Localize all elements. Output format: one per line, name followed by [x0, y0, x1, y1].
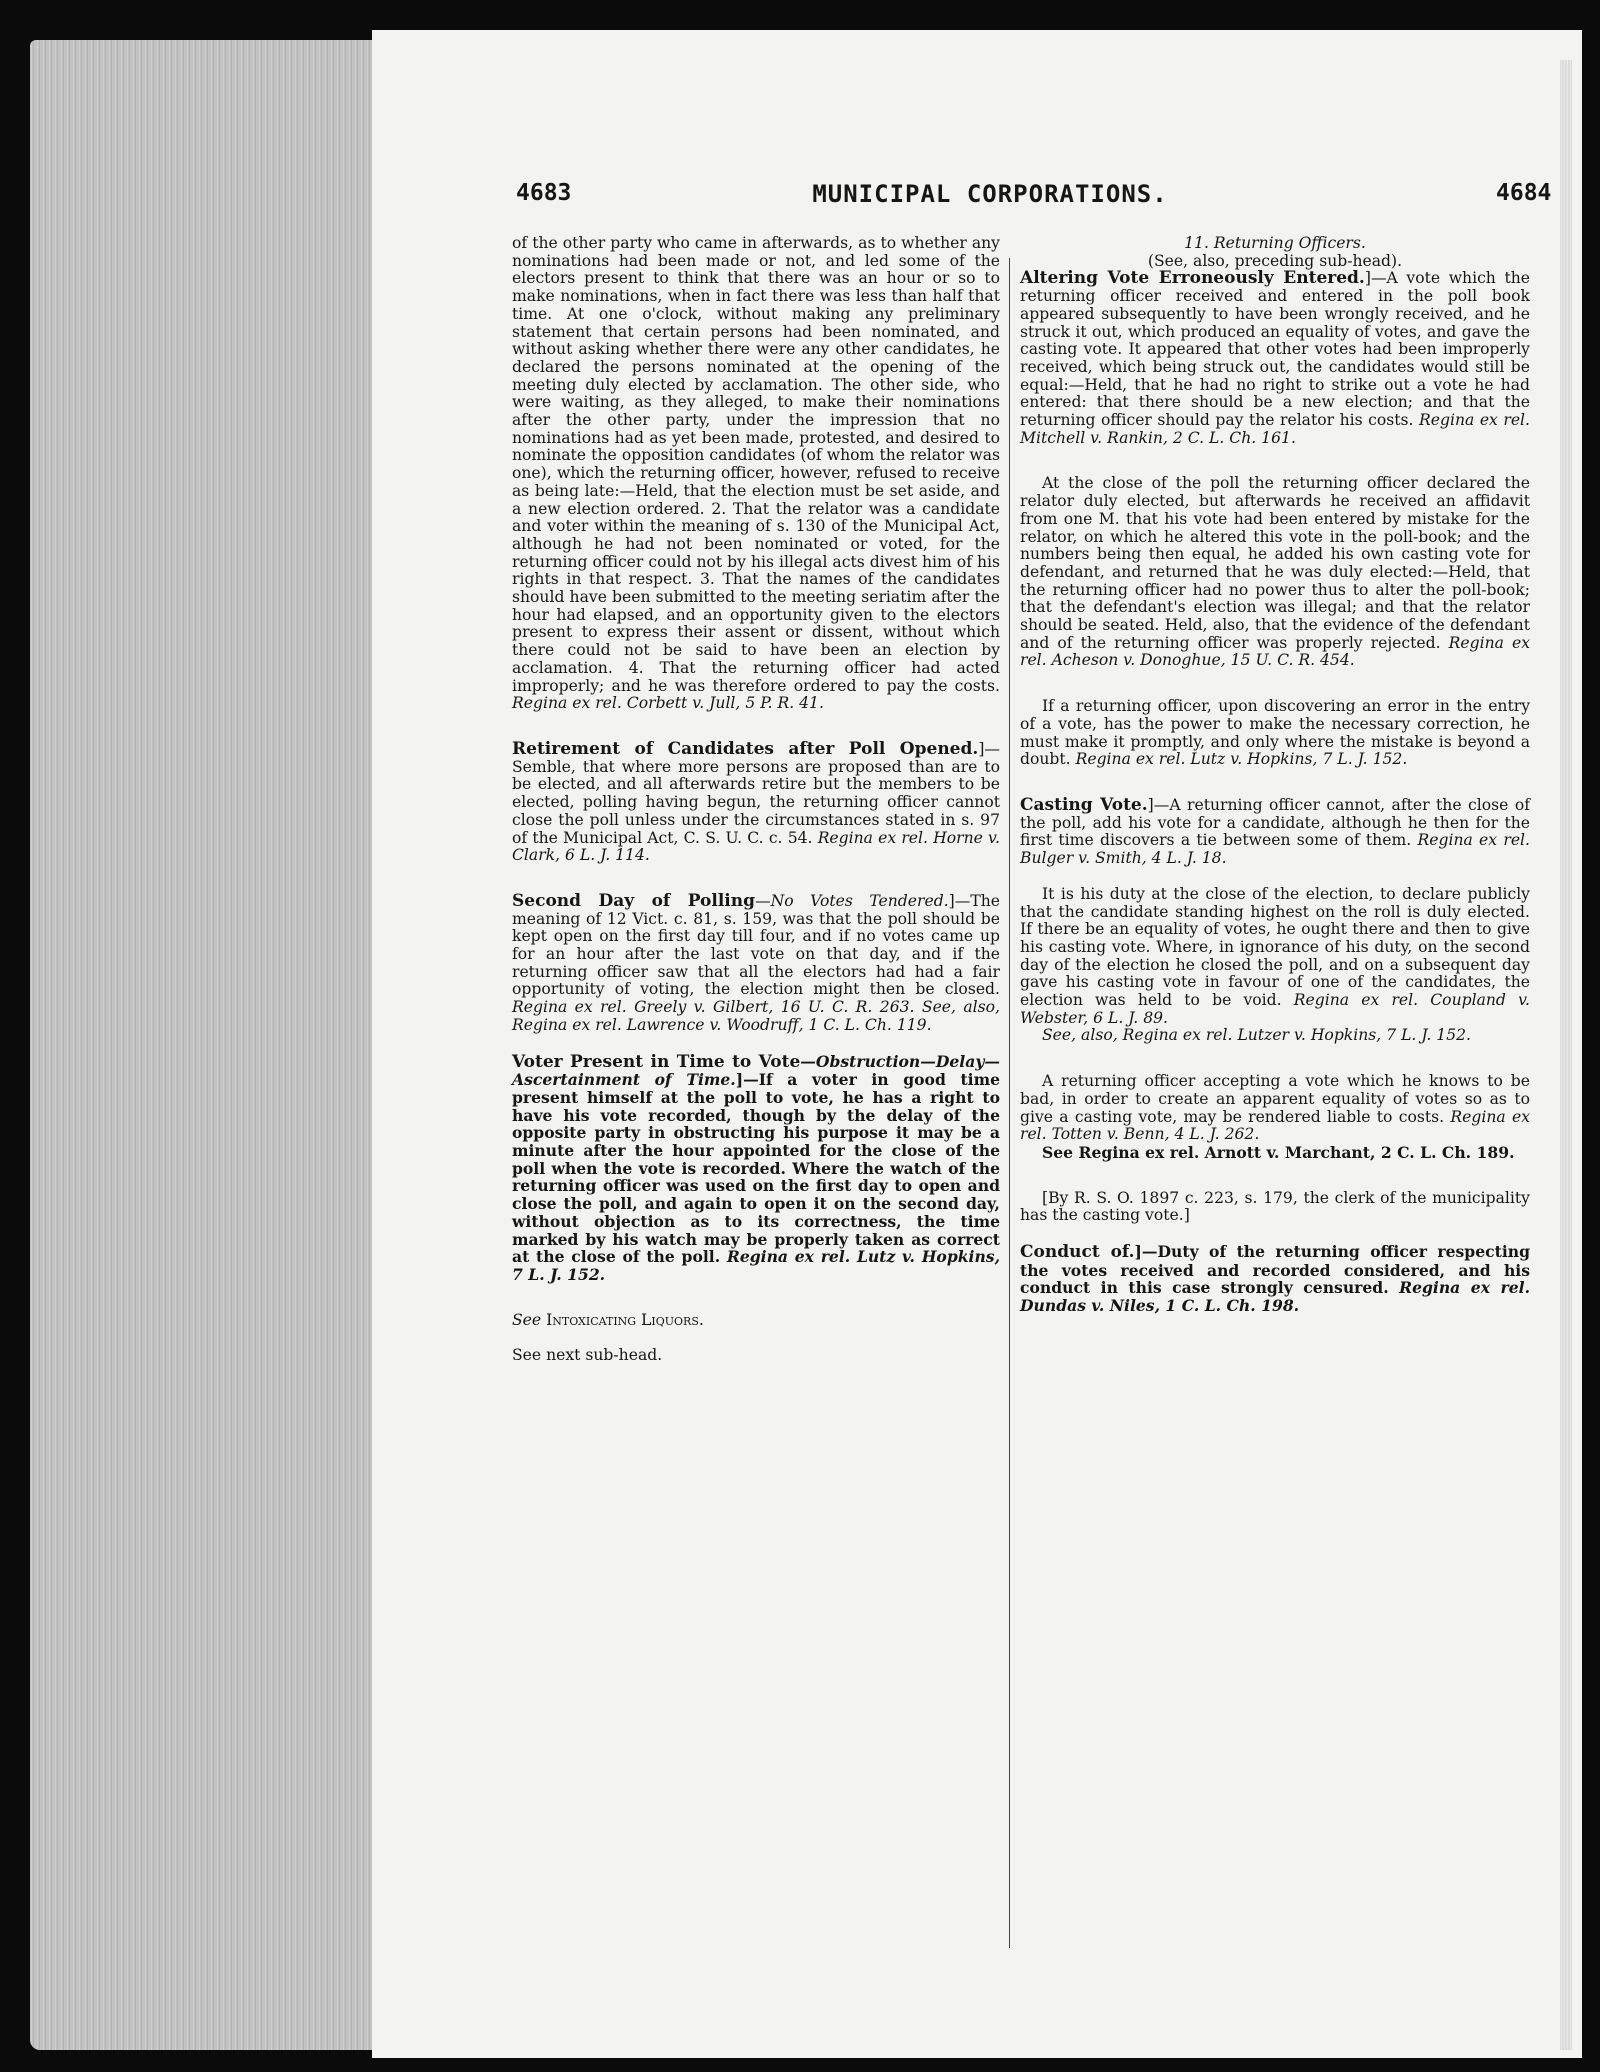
bracketed-note: [By R. S. O. 1897 c. 223, s. 179, the clerk of the municipality has the casting vote.]: [1020, 1188, 1530, 1225]
right-page-number: 4684: [1496, 180, 1552, 206]
cross-reference: See Intoxicating Liquors.: [512, 1310, 704, 1329]
paragraph: See, also, Regina ex rel. Lutzer v. Hopkins, 7 L. J. 152.: [1042, 1026, 1472, 1045]
paragraph: If a returning officer, upon discovering an error in the entry of a vote, has the power to make the necessary correction, he must make it promptly, and only where the mistake is beyond a doubt. Regina ex rel. Lutz v. Hopkins, 7 L. J. 152.: [1020, 697, 1530, 769]
entry-second-day: Second Day of Polling—No Votes Tendered.]—The meaning of 12 Vict. c. 81, s. 159, was that the poll should be kept open on the first day till four, and if no votes came up for an hour after the last vote on that day, and if the returning officer saw that all the electors had had a fair opportunity of voting, the election might then be closed. Regina ex rel. Greely v. Gilbert, 16 U. C. R. 263. See, also, Regina ex rel. Lawrence v. Woodruff, 1 C. L. Ch. 119.: [512, 890, 1000, 1034]
citation: Regina ex rel. Horne v. Clark, 6 L. J. 114.: [512, 828, 1000, 865]
paragraph: At the close of the poll the returning officer declared the relator duly elected, but afterwards he received an affidavit from one M. that his vote had been entered by mistake for the relator, on which he altered this vote in the poll-book; and the numbers being then equal, he added his own casting vote for defendant, and returned that he was duly elected:—Held, that the returning officer had no power thus to alter the poll-book; that the defendant's election was illegal; and that the relator should be seated. Held, also, that the evidence of the defendant and of the returning officer was properly rejected. Regina ex rel. Acheson v. Donoghue, 15 U. C. R. 454.: [1020, 474, 1531, 670]
subsection-heading: 11. Returning Officers.: [1184, 234, 1366, 252]
citation: Regina ex rel. Dundas v. Niles, 1 C. L. Ch. 198.: [1020, 1278, 1530, 1316]
left-page-number: 4683: [516, 180, 572, 206]
left-column: [512, 235, 1000, 1365]
page-header: [372, 180, 1587, 220]
right-column: [1020, 235, 1530, 1315]
entry-heading: Casting Vote.: [1020, 794, 1148, 815]
book-page-edges: [30, 40, 375, 2050]
entry-heading: Second Day of Polling: [512, 890, 755, 911]
page-right-edge: [1560, 60, 1572, 2050]
book-page: [372, 30, 1582, 2058]
citation: Regina ex rel. Corbett v. Jull, 5 P. R. 41.: [512, 694, 824, 713]
paragraph: See Regina ex rel. Arnott v. Marchant, 2 C. L. Ch. 189.: [1042, 1142, 1515, 1162]
column-divider: [1009, 258, 1010, 1948]
citation: Regina ex rel. Acheson v. Donoghue, 15 U. C. R. 454.: [1020, 633, 1531, 670]
entry-heading: Retirement of Candidates after Poll Opened.: [512, 738, 979, 759]
citation: Regina ex rel. Bulger v. Smith, 4 L. J. 18.: [1020, 831, 1530, 868]
entry-heading: Conduct of.: [1020, 1242, 1135, 1263]
subsection-note: (See, also, preceding sub-head).: [1147, 251, 1403, 270]
entry-conduct: Conduct of.]—Duty of the returning officer respecting the votes received and recorded considered, and his conduct in this case strongly censured. Regina ex rel. Dundas v. Niles, 1 C. L. Ch. 198.: [1020, 1242, 1530, 1316]
running-title: MUNICIPAL CORPORATIONS.: [812, 180, 1168, 208]
entry-retirement: Retirement of Candidates after Poll Opened.]—Semble, that where more persons are proposed than are to be elected, and all afterwards retire but the members to be elected, polling having begun, the returning officer cannot close the poll unless under the circumstances stated in s. 97 of the Municipal Act, C. S. U. C. c. 54. Regina ex rel. Horne v. Clark, 6 L. J. 114.: [512, 738, 1000, 865]
entry-heading: Altering Vote Erroneously Entered.: [1020, 268, 1365, 289]
entry-heading: Voter Present in Time to Vote: [512, 1051, 801, 1072]
cross-reference: See next sub-head.: [512, 1346, 663, 1365]
citation: Regina ex rel. Totten v. Benn, 4 L. J. 262.: [1020, 1107, 1530, 1144]
entry-altering-vote: Altering Vote Erroneously Entered.]—A vote which the returning officer received and entered in the poll book appeared subsequently to have been wrongly received, and he struck it out, which produced an equality of votes, and gave the casting vote. It appeared that other votes had been improperly received, which being struck out, the candidates would still be equal:—Held, that he had no right to strike out a vote he had entered: that there should be a new election; and that the returning officer should pay the relator his costs. Regina ex rel. Mitchell v. Rankin, 2 C. L. Ch. 161.: [1020, 268, 1530, 447]
entry-casting-vote: Casting Vote.]—A returning officer cannot, after the close of the poll, add his vote for a candidate, although he then for the first time discovers a tie between some of them. Regina ex rel. Bulger v. Smith, 4 L. J. 18.: [1020, 794, 1530, 868]
citation: Regina ex rel. Mitchell v. Rankin, 2 C. L. Ch. 161.: [1020, 411, 1530, 447]
paragraph: A returning officer accepting a vote which he knows to be bad, in order to create an apparent equality of votes so as to give a casting vote, may be rendered liable to costs. Regina ex rel. Totten v. Benn, 4 L. J. 262.: [1020, 1072, 1530, 1144]
citation: Regina ex rel. Greely v. Gilbert, 16 U. C. R. 263. See, also, Regina ex rel. Lawrence v. Woodruff, 1 C. L. Ch. 119.: [512, 998, 1000, 1034]
citation: Regina ex rel. Coupland v. Webster, 6 L. J. 89.: [1020, 991, 1530, 1027]
entry-voter-present: Voter Present in Time to Vote—Obstruction—Delay—Ascertainment of Time.]—If a voter in good time present himself at the poll to vote, he has a right to have his vote recorded, though by the delay of the opposite party in obstructing his purpose it may be a minute after the hour appointed for the close of the poll when the vote is recorded. Where the watch of the returning officer was used on the first day to open and close the poll, and again to open it on the second day, without objection as to its correctness, the time marked by his watch may be properly taken as correct at the close of the poll. Regina ex rel. Lutz v. Hopkins, 7 L. J. 152.: [512, 1051, 1001, 1284]
paragraph: It is his duty at the close of the election, to declare publicly that the candidate standing highest on the roll is duly elected. If there be an equality of votes, he ought there and then to give his casting vote. Where, in ignorance of his duty, on the second day of the election he closed the poll, and on a subsequent day gave his casting vote in favour of one of the candidates, the election was held to be void. Regina ex rel. Coupland v. Webster, 6 L. J. 89.: [1020, 884, 1530, 1027]
continued-paragraph: of the other party who came in afterwards, as to whether any nominations had been made or not, and led some of the electors present to think that there was an hour or so to make nominations, when in fact there was less than half that time. At one o'clock, without making any preliminary statement that certain persons had been nominated, and without asking whether there were any other candidates, he declared the persons nominated at the opening of the meeting duly elected by acclamation. The other side, who were waiting, as they alleged, to make their nominations after the other party, under the impression that no nominations had as yet been made, protested, and desired to nominate the opposition candidates (of whom the relator was one), which the returning officer, however, refused to receive as being late:—Held, that the election must be set aside, and a new election ordered. 2. That the relator was a candidate and voter within the meaning of s. 130 of the Municipal Act, although he had not been nominated or voted, for the returning officer could not by his illegal acts divest him of his rights in that respect. 3. That the names of the candidates should have been submitted to the meeting seriatim after the hour had elapsed, and an opportunity given to the electors present to express their assent or dissent, without which there could not be said to have been an election by acclamation. 4. That the returning officer had acted improperly; and he was therefore ordered to pay the costs. Regina ex rel. Corbett v. Jull, 5 P. R. 41.: [512, 234, 1000, 713]
citation: Regina ex rel. Lutz v. Hopkins, 7 L. J. 152.: [1075, 750, 1408, 769]
citation: Regina ex rel. Lutz v. Hopkins, 7 L. J. 152.: [512, 1247, 1001, 1284]
